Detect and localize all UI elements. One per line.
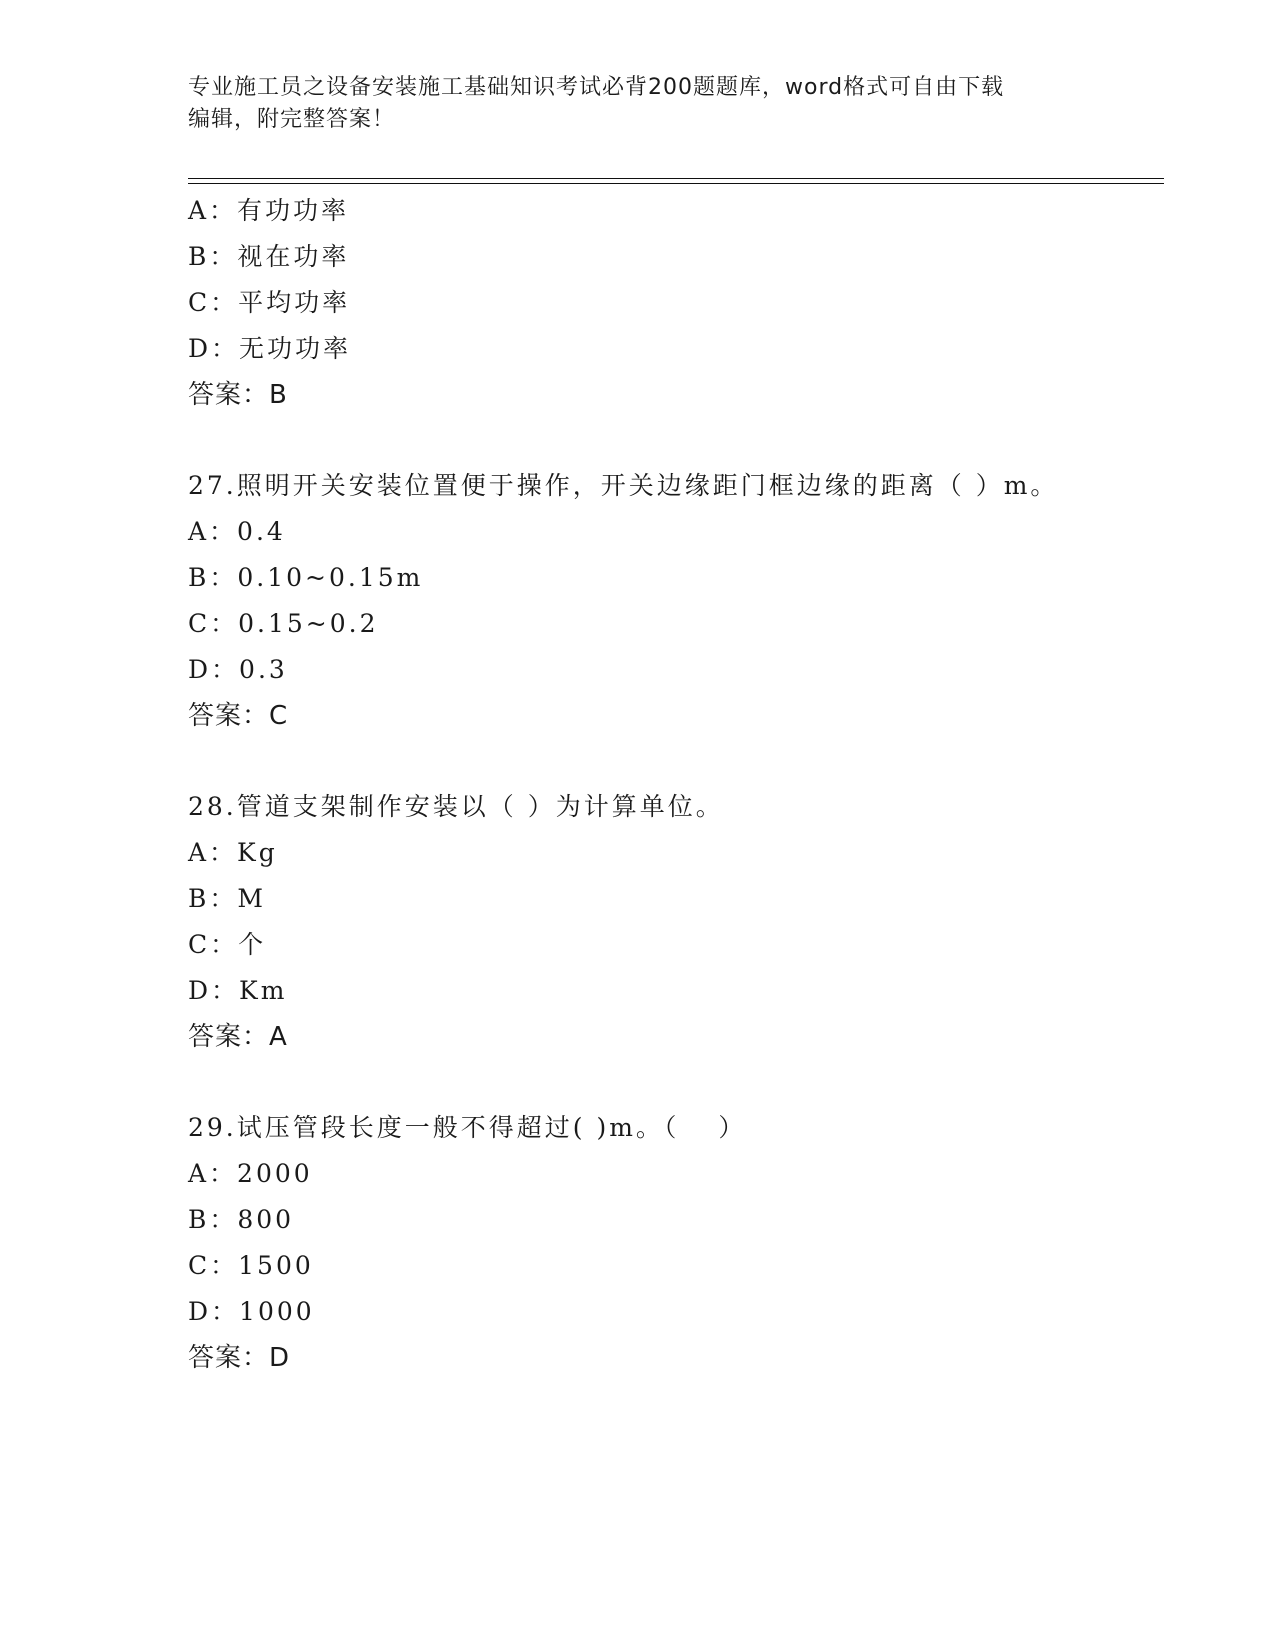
option-c: C：个: [188, 930, 267, 959]
question-block-29: [188, 1105, 1188, 1381]
header-divider-top: [188, 178, 1164, 179]
option-b: B：800: [188, 1205, 295, 1234]
header-line-1: 专业施工员之设备安装施工基础知识考试必背200题题库，word格式可自由下载: [188, 75, 1005, 100]
answer-line: 答案：A: [188, 1022, 288, 1052]
question-list: [188, 188, 1188, 1381]
header-divider-bottom: [188, 183, 1164, 184]
option-a: A：0.4: [188, 517, 286, 546]
option-c: C：0.15~0.2: [188, 609, 379, 638]
option-c: C：1500: [188, 1251, 314, 1280]
option-d: D：Km: [188, 976, 288, 1005]
answer-line: 答案：C: [188, 701, 289, 731]
answer-line: 答案：D: [188, 1343, 291, 1373]
question-block-27: [188, 463, 1188, 739]
option-a: A：有功功率: [188, 196, 350, 225]
question-block-continued: [188, 188, 1188, 418]
option-d: D：1000: [188, 1297, 315, 1326]
option-a: A：2000: [188, 1159, 313, 1188]
option-b: B：0.10~0.15m: [188, 563, 424, 592]
spacer: [188, 739, 1188, 784]
answer-line: 答案：B: [188, 380, 288, 410]
question-title: 29.试压管段长度一般不得超过( )m。（ ）: [188, 1113, 747, 1142]
option-d: D：无功功率: [188, 334, 352, 363]
question-title: 27.照明开关安装位置便于操作，开关边缘距门框边缘的距离（ ）m。: [188, 471, 1059, 500]
question-title: 28.管道支架制作安装以（ ）为计算单位。: [188, 792, 724, 821]
option-b: B：M: [188, 884, 266, 913]
spacer: [188, 418, 1188, 463]
option-a: A：Kg: [188, 838, 278, 867]
question-block-28: [188, 784, 1188, 1060]
document-header: [188, 72, 1088, 136]
spacer: [188, 1060, 1188, 1105]
header-line-2: 编辑，附完整答案！: [188, 107, 396, 132]
option-c: C：平均功率: [188, 288, 351, 317]
option-d: D：0.3: [188, 655, 288, 684]
option-b: B：视在功率: [188, 242, 350, 271]
